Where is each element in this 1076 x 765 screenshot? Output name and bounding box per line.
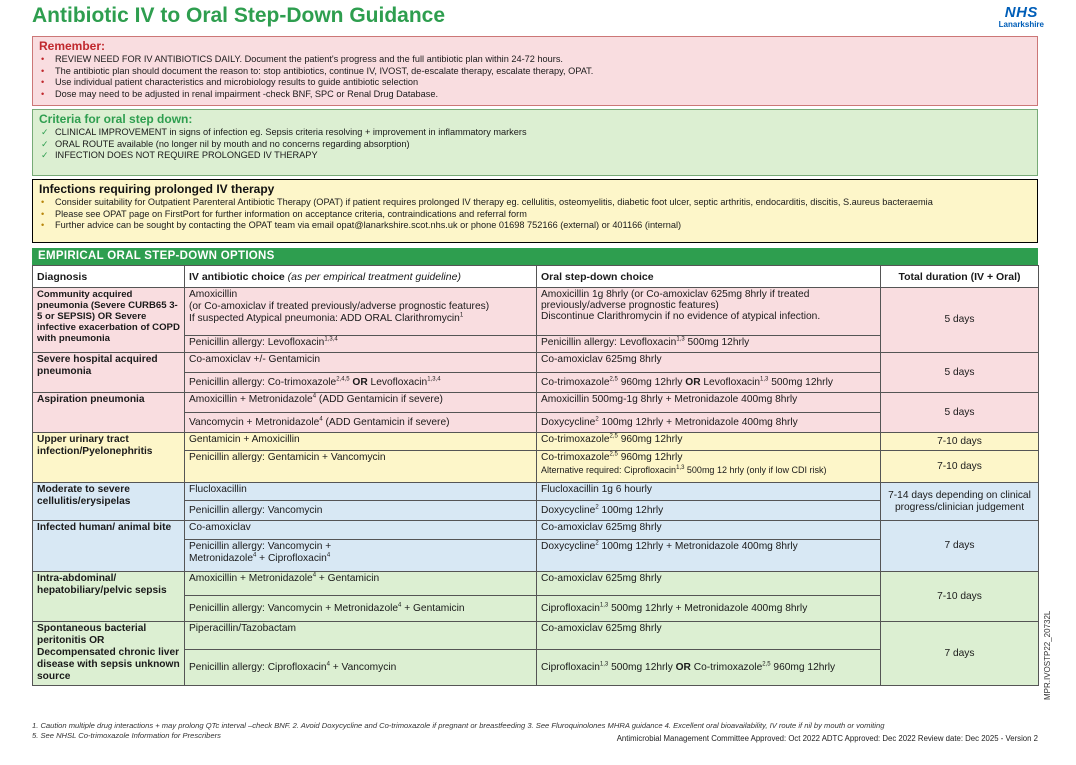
footnote-ref: 4 xyxy=(326,661,330,668)
list-item-text: ORAL ROUTE available (no longer nil by mouth and no concerns regarding absorption) xyxy=(55,138,410,149)
empirical-table xyxy=(32,265,1039,686)
cell-text: Alternative required: Ciprofloxacin xyxy=(541,465,677,475)
oral-cell xyxy=(537,650,881,686)
cell-text: 100mg 12hrly + Metronidazole 400mg 8hrly xyxy=(598,541,798,552)
footnote-ref: 1,3,4 xyxy=(324,336,338,343)
cell-text: (ADD Gentamicin if severe) xyxy=(316,394,443,405)
remember-box xyxy=(32,36,1038,106)
bullet-icon: • xyxy=(41,65,45,76)
remember-heading: Remember: xyxy=(39,39,106,53)
list-item xyxy=(39,54,1031,66)
list-item xyxy=(39,66,1031,78)
cell-line: (or Co-amoxiclav if treated previously/adverse prognostic features) xyxy=(189,301,490,312)
iv-cell xyxy=(185,596,537,622)
cell-line xyxy=(541,452,876,464)
footnote-ref: 2,5 xyxy=(609,433,618,440)
cell-text: Doxycycline xyxy=(541,541,596,552)
oral-cell xyxy=(537,451,881,483)
list-item-text: Consider suitability for Outpatient Parenteral Antibiotic Therapy (OPAT) if patient requires prolonged IV therapy eg. cellulitis, osteomyelitis, diabetic foot ulcer, septic arthritis, endocarditis, discitis, S.aureus bacteraemia xyxy=(55,197,933,207)
footnote-ref: 1,3 xyxy=(676,465,685,471)
cell-text: Penicillin allergy: Levofloxacin xyxy=(541,337,677,348)
oral-cell xyxy=(537,433,881,451)
or-label: OR xyxy=(675,661,691,673)
col-iv-label: IV antibiotic choice xyxy=(189,270,285,283)
cell-text: 500mg 12hrly xyxy=(608,661,676,673)
bullet-icon: • xyxy=(41,88,45,99)
list-item-text: Further advice can be sought by contacting the OPAT team via email opat@lanarkshire.scot.nhs.uk or phone 01698 752166 (external) or 401166 (internal) xyxy=(55,220,682,231)
criteria-list xyxy=(39,127,1031,162)
list-item xyxy=(39,209,1031,221)
bullet-icon: • xyxy=(41,220,45,231)
cell-text: If suspected Atypical pneumonia: ADD ORAL Clarithromycin xyxy=(189,313,460,324)
col-iv xyxy=(185,266,537,288)
duration-cell: 5 days xyxy=(881,288,1039,353)
footnote-ref: 4 xyxy=(253,552,257,559)
iv-cell xyxy=(185,393,537,413)
oral-cell: Co-amoxiclav 625mg 8hrly xyxy=(537,353,881,373)
bullet-icon: • xyxy=(41,197,45,207)
cell-text: 960mg 12hrly xyxy=(617,452,683,463)
list-item xyxy=(39,139,1031,151)
iv-cell: Penicillin allergy: Vancomycin xyxy=(185,501,537,521)
cell-text: 500mg 12 hrly (only if low CDI risk) xyxy=(684,465,827,475)
cell-text: Co-trimoxazole xyxy=(541,434,610,445)
iv-cell: Penicillin allergy: Gentamicin + Vancomycin xyxy=(185,451,537,483)
iv-cell xyxy=(185,650,537,686)
bullet-icon: • xyxy=(41,208,45,219)
iv-cell: Piperacillin/Tazobactam xyxy=(185,622,537,650)
oral-cell: Amoxicillin 500mg-1g 8hrly + Metronidazole 400mg 8hrly xyxy=(537,393,881,413)
table-row xyxy=(33,393,1039,413)
footnote-ref: 1,3 xyxy=(599,661,609,668)
iv-cell: Flucloxacillin xyxy=(185,483,537,501)
cell-text: Amoxicillin + Metronidazole xyxy=(189,394,313,405)
col-duration: Total duration (IV + Oral) xyxy=(881,266,1039,288)
footnote-ref: 1,3 xyxy=(760,376,769,383)
cell-text: 960mg 12hrly xyxy=(617,376,683,388)
criteria-box xyxy=(32,109,1038,176)
cell-line: Penicillin allergy: Vancomycin + xyxy=(189,541,332,552)
cell-line: Amoxicillin xyxy=(189,289,238,300)
iv-cell xyxy=(185,540,537,572)
list-item xyxy=(39,150,1031,162)
footnote-ref: 4 xyxy=(398,602,402,609)
cell-line: Discontinue Clarithromycin if no evidence of atypical infection. xyxy=(541,311,821,322)
nhs-logo-text: NHS xyxy=(1004,4,1038,21)
cell-text: + Gentamicin xyxy=(401,602,465,614)
col-oral: Oral step-down choice xyxy=(537,266,881,288)
oral-cell xyxy=(537,413,881,433)
footnote-ref: 4 xyxy=(312,572,317,579)
footnote-ref: 1,3 xyxy=(599,602,609,609)
duration-cell: 7-14 days depending on clinical progress/clinician judgement xyxy=(881,483,1039,521)
oral-cell xyxy=(537,540,881,572)
iv-cell xyxy=(185,413,537,433)
footnote-ref: 2,5 xyxy=(762,661,771,668)
cell-text: Penicillin allergy: Vancomycin + Metronidazole xyxy=(189,602,399,614)
cell-text: Co-trimoxazole xyxy=(541,452,610,463)
table-row xyxy=(33,622,1039,650)
prolonged-iv-box xyxy=(32,179,1038,243)
cell-line xyxy=(189,553,532,565)
cell-line xyxy=(189,313,532,325)
diagnosis-cell: Infected human/ animal bite xyxy=(33,521,185,572)
footnote-ref: 4 xyxy=(319,416,323,423)
oral-cell xyxy=(537,501,881,521)
footnote-ref: 4 xyxy=(312,393,317,400)
diagnosis-cell: Spontaneous bacterial peritonitis OR Decompensated chronic liver disease with sepsis unknown source xyxy=(33,622,185,686)
list-item-text: CLINICAL IMPROVEMENT in signs of infection eg. Sepsis criteria resolving + improvement in inflammatory markers xyxy=(55,127,527,137)
bullet-icon: • xyxy=(41,77,45,88)
cell-text: Ciprofloxacin xyxy=(541,661,600,673)
cell-text: 500mg 12hrly + Metronidazole 400mg 8hrly xyxy=(608,602,808,614)
list-item-text: REVIEW NEED FOR IV ANTIBIOTICS DAILY. Document the patient's progress and the full antibiotic plan within 24-72 hours. xyxy=(55,54,563,64)
iv-cell: Co-amoxiclav +/- Gentamicin xyxy=(185,353,537,373)
cell-line xyxy=(541,464,876,476)
table-row xyxy=(33,353,1039,373)
cell-text: 960mg 12hrly xyxy=(617,434,683,445)
nhs-logo xyxy=(999,4,1044,29)
approval-line: Antimicrobial Management Committee Approved: Oct 2022 ADTC Approved: Dec 2022 Review date: Dec 2025 - Version 2 xyxy=(616,734,1038,743)
cell-text: Levofloxacin xyxy=(703,376,761,388)
list-item-text: INFECTION DOES NOT REQUIRE PROLONGED IV THERAPY xyxy=(55,150,318,161)
list-item xyxy=(39,220,1031,232)
cell-text: Doxycycline xyxy=(541,416,596,428)
cell-line: Amoxicillin 1g 8hrly (or Co-amoxiclav 625mg 8hrly if treated previously/adverse prognostic features) xyxy=(541,289,810,311)
diagnosis-cell: Upper urinary tract infection/Pyelonephritis xyxy=(33,433,185,483)
cell-text: Metronidazole xyxy=(189,553,253,564)
cell-text: 960mg 12hrly xyxy=(770,661,836,673)
duration-cell: 5 days xyxy=(881,393,1039,433)
list-item xyxy=(39,77,1031,89)
cell-text: 100mg 12hrly + Metronidazole 400mg 8hrly xyxy=(598,416,798,428)
list-item-text: Please see OPAT page on FirstPort for further information on acceptance criteria, contraindications and referral form xyxy=(55,208,527,219)
footnote-ref: 2 xyxy=(595,504,599,511)
page-title: Antibiotic IV to Oral Step-Down Guidance xyxy=(32,4,446,27)
check-icon: ✓ xyxy=(41,150,49,161)
cell-text: Ciprofloxacin xyxy=(541,602,600,614)
cell-text: Amoxicillin + Metronidazole xyxy=(189,573,313,584)
iv-cell xyxy=(185,373,537,393)
iv-cell: Co-amoxiclav xyxy=(185,521,537,540)
footnote-ref: 2 xyxy=(595,540,599,547)
diagnosis-cell: Intra-abdominal/ hepatobiliary/pelvic sepsis xyxy=(33,572,185,622)
check-icon: ✓ xyxy=(41,138,49,149)
oral-cell xyxy=(537,336,881,353)
oral-cell: Co-amoxiclav 625mg 8hrly xyxy=(537,572,881,596)
footnote-line-1: 1. Caution multiple drug interactions + may prolong QTc interval –check BNF. 2. Avoid Doxycycline and Co-trimoxazole if pregnant or breastfeeding 3. See Fluroquinolones MHRA guidance 4. Excellent oral bioavailability, IV route if nil by mouth or vomiting xyxy=(32,721,885,730)
cell-text: (ADD Gentamicin if severe) xyxy=(322,416,450,428)
bullet-icon: • xyxy=(41,54,45,64)
iv-cell: Gentamicin + Amoxicillin xyxy=(185,433,537,451)
diagnosis-cell: Aspiration pneumonia xyxy=(33,393,185,433)
cell-text: + Gentamicin xyxy=(316,573,380,584)
oral-cell: Co-amoxiclav 625mg 8hrly xyxy=(537,622,881,650)
list-item xyxy=(39,197,1031,209)
footnote-ref: 1 xyxy=(459,312,464,319)
iv-cell xyxy=(185,336,537,353)
cell-text: + Ciprofloxacin xyxy=(256,553,327,564)
cell-text: Vancomycin + Metronidazole xyxy=(189,416,320,428)
table-row xyxy=(33,483,1039,501)
cell-text: Co-trimoxazole xyxy=(690,661,763,673)
empirical-heading: EMPIRICAL ORAL STEP-DOWN OPTIONS xyxy=(32,248,1038,265)
diagnosis-cell: Moderate to severe cellulitis/erysipelas xyxy=(33,483,185,521)
document-code: MPR.IVOSTP22_20732L xyxy=(1043,610,1052,700)
oral-cell: Co-amoxiclav 625mg 8hrly xyxy=(537,521,881,540)
duration-cell: 7-10 days xyxy=(881,433,1039,451)
or-label: OR xyxy=(352,376,368,388)
col-diagnosis: Diagnosis xyxy=(33,266,185,288)
list-item xyxy=(39,127,1031,139)
table-row xyxy=(33,288,1039,336)
footnote-ref: 1,3 xyxy=(676,336,685,343)
cell-text: Penicillin allergy: Levofloxacin xyxy=(189,337,325,348)
oral-cell xyxy=(537,596,881,622)
prolonged-list xyxy=(39,197,1031,232)
list-item-text: Use individual patient characteristics and microbiology results to guide antibiotic selection xyxy=(55,77,419,88)
footnote-ref: 1,3,4 xyxy=(427,376,441,383)
table-row xyxy=(33,572,1039,596)
list-item xyxy=(39,89,1031,101)
footnote-line-2: 5. See NHSL Co-trimoxazole Information for Prescribers xyxy=(32,731,221,740)
diagnosis-cell: Community acquired pneumonia (Severe CURB65 3-5 or SEPSIS) OR Severe infective exacerbation of COPD with pneumonia xyxy=(33,288,185,353)
iv-cell xyxy=(185,572,537,596)
oral-cell: Flucloxacillin 1g 6 hourly xyxy=(537,483,881,501)
duration-cell: 7 days xyxy=(881,622,1039,686)
footnote-ref: 2,4,5 xyxy=(336,376,350,383)
cell-text: Levofloxacin xyxy=(370,376,428,388)
cell-text: Penicillin allergy: Ciprofloxacin xyxy=(189,661,327,673)
oral-cell xyxy=(537,288,881,336)
cell-text: 500mg 12hrly xyxy=(684,337,750,348)
footnote-ref: 2 xyxy=(595,416,599,423)
cell-text: Penicillin allergy: Co-trimoxazole xyxy=(189,376,337,388)
or-label: OR xyxy=(685,376,701,388)
check-icon: ✓ xyxy=(41,127,49,137)
footnote-ref: 2,5 xyxy=(609,376,618,383)
table-header-row xyxy=(33,266,1039,288)
cell-text: 500mg 12hrly xyxy=(768,376,833,388)
duration-cell: 7 days xyxy=(881,521,1039,572)
iv-cell xyxy=(185,288,537,336)
table-row xyxy=(33,521,1039,540)
list-item-text: The antibiotic plan should document the reason to: stop antibiotics, continue IV, IVOST, de-escalate therapy, escalate therapy, OPAT. xyxy=(55,65,594,76)
list-item-text: Dose may need to be adjusted in renal impairment -check BNF, SPC or Renal Drug Database. xyxy=(55,88,438,99)
col-iv-note: (as per empirical treatment guideline) xyxy=(287,270,461,283)
footnote-ref: 2,5 xyxy=(609,451,618,458)
nhs-logo-sub: Lanarkshire xyxy=(998,20,1044,29)
duration-cell: 5 days xyxy=(881,353,1039,393)
cell-text: 100mg 12hrly xyxy=(598,504,664,516)
diagnosis-cell: Severe hospital acquired pneumonia xyxy=(33,353,185,393)
criteria-heading: Criteria for oral step down: xyxy=(39,112,193,126)
duration-cell: 7-10 days xyxy=(881,572,1039,622)
cell-text: Doxycycline xyxy=(541,504,596,516)
oral-cell xyxy=(537,373,881,393)
cell-text: Co-trimoxazole xyxy=(541,376,610,388)
cell-text: + Vancomycin xyxy=(329,661,397,673)
prolonged-heading: Infections requiring prolonged IV therapy xyxy=(39,182,275,196)
remember-list xyxy=(39,54,1031,100)
footnote-ref: 4 xyxy=(326,552,331,559)
table-row xyxy=(33,433,1039,451)
duration-cell: 7-10 days xyxy=(881,451,1039,483)
